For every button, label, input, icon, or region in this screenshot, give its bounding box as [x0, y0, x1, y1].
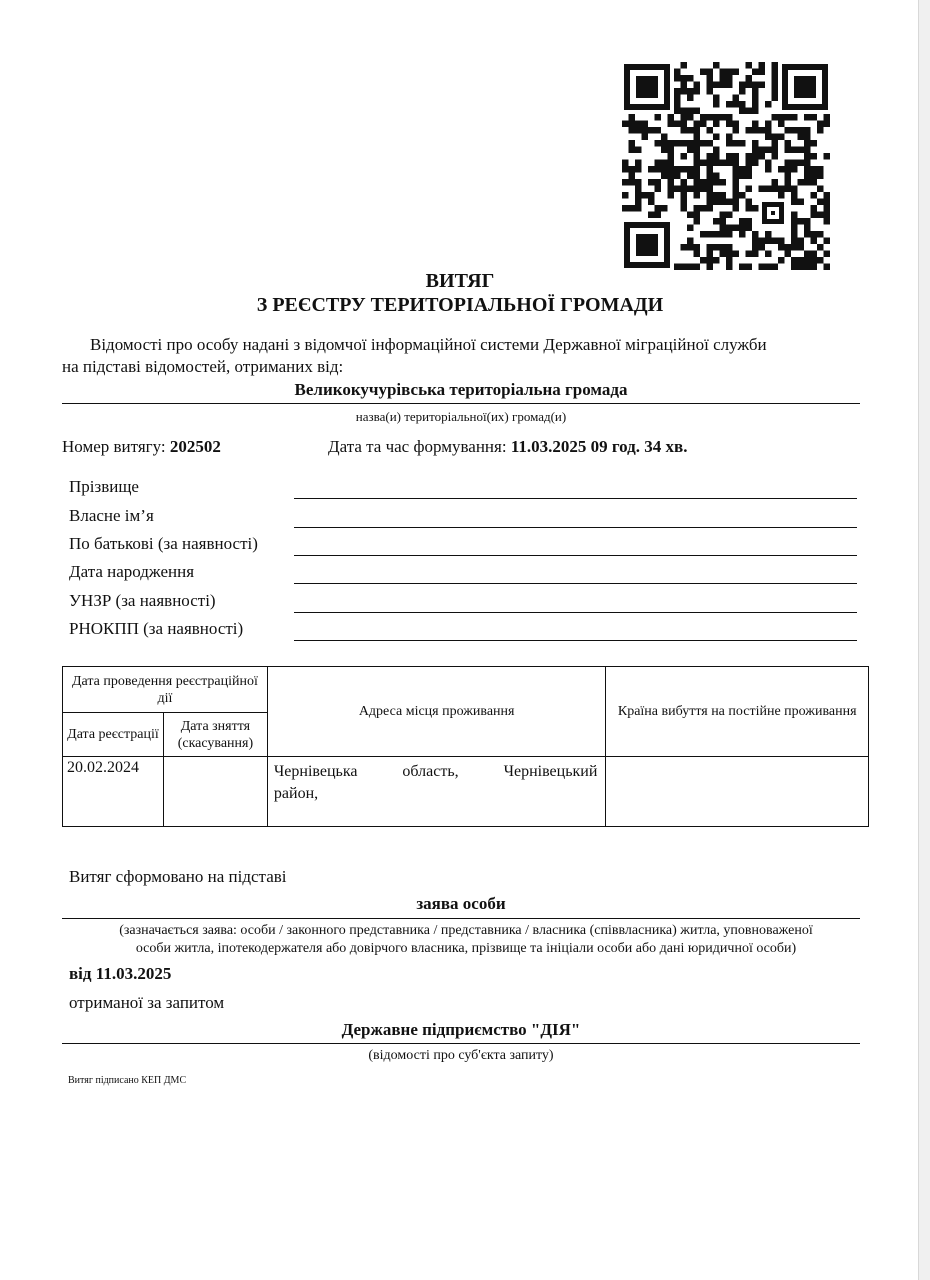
- community-name: Великокучурівська територіальна громада: [62, 380, 860, 404]
- registration-table: [62, 666, 869, 827]
- reg-date-header: Дата реєстрації: [63, 713, 164, 757]
- basis-note-line2: особи житла, іпотекодержателя або довірчого власника, прізвище та ініціали особи або дані юридичної особи): [135, 941, 797, 956]
- extract-number-value: 202502: [169, 437, 221, 456]
- formation-datetime: [328, 437, 687, 457]
- field-surname-line: [294, 498, 857, 499]
- address-line1: Чернівецька область, Чернівецький: [273, 763, 598, 780]
- community-caption: назва(и) територіальної(их) громад(и): [355, 409, 567, 424]
- intro-text-line1: Відомості про особу надані з відомчої інформаційної системи Державної міграційної служби: [90, 335, 767, 354]
- request-label: отриманої за запитом: [69, 993, 225, 1012]
- field-rnokpp-label: РНОКПП (за наявності): [69, 619, 244, 638]
- field-given-name-line: [294, 527, 857, 528]
- dereg-date-header: Дата зняття (скасування): [163, 713, 267, 757]
- requester-caption: (відомості про суб'єкта запиту): [368, 1048, 554, 1063]
- reg-date-cell: 20.02.2024: [63, 757, 164, 827]
- basis-note-line1: (зазначається заява: особи / законного представника / представника / власника (співвласника) житла, уповноваженої: [119, 923, 813, 938]
- requester-name: Державне підприємство "ДІЯ": [62, 1020, 860, 1044]
- field-patronymic-line: [294, 555, 857, 556]
- basis-note: [62, 922, 870, 958]
- address-line2: район,: [273, 785, 319, 802]
- address-cell: [267, 757, 605, 827]
- address-header: Адреса місця проживання: [267, 667, 605, 757]
- extract-number-label: Номер витягу:: [62, 437, 166, 456]
- reg-action-header: Дата проведення реєстраційної дії: [63, 667, 268, 713]
- field-unzr-label: УНЗР (за наявності): [69, 591, 216, 610]
- basis-label: Витяг сформовано на підставі: [69, 867, 287, 886]
- intro-text-line2: на підставі відомостей, отриманих від:: [62, 357, 344, 376]
- page-edge: [918, 0, 930, 1280]
- document-title: ВИТЯГ: [425, 270, 495, 292]
- country-header: Країна вибуття на постійне проживання: [606, 667, 869, 757]
- field-birth-date-line: [294, 583, 857, 584]
- field-patronymic-label: По батькові (за наявності): [69, 534, 258, 553]
- signature-note: Витяг підписано КЕП ДМС: [68, 1075, 187, 1086]
- country-cell: [606, 757, 869, 827]
- formation-value: 11.03.2025 09 год. 34 хв.: [510, 437, 688, 456]
- field-birth-date-label: Дата народження: [69, 562, 195, 581]
- field-surname-label: Прізвище: [69, 477, 139, 496]
- field-given-name-label: Власне ім’я: [69, 506, 154, 525]
- field-unzr-line: [294, 612, 857, 613]
- qr-code: [622, 62, 830, 270]
- document-subtitle: З РЕЄСТРУ ТЕРИТОРІАЛЬНОЇ ГРОМАДИ: [256, 294, 664, 316]
- basis-value: заява особи: [62, 894, 860, 919]
- dereg-date-cell: [163, 757, 267, 827]
- field-rnokpp-line: [294, 640, 857, 641]
- basis-date: від 11.03.2025: [69, 964, 172, 983]
- formation-label: Дата та час формування:: [328, 437, 507, 456]
- extract-number: [62, 437, 221, 457]
